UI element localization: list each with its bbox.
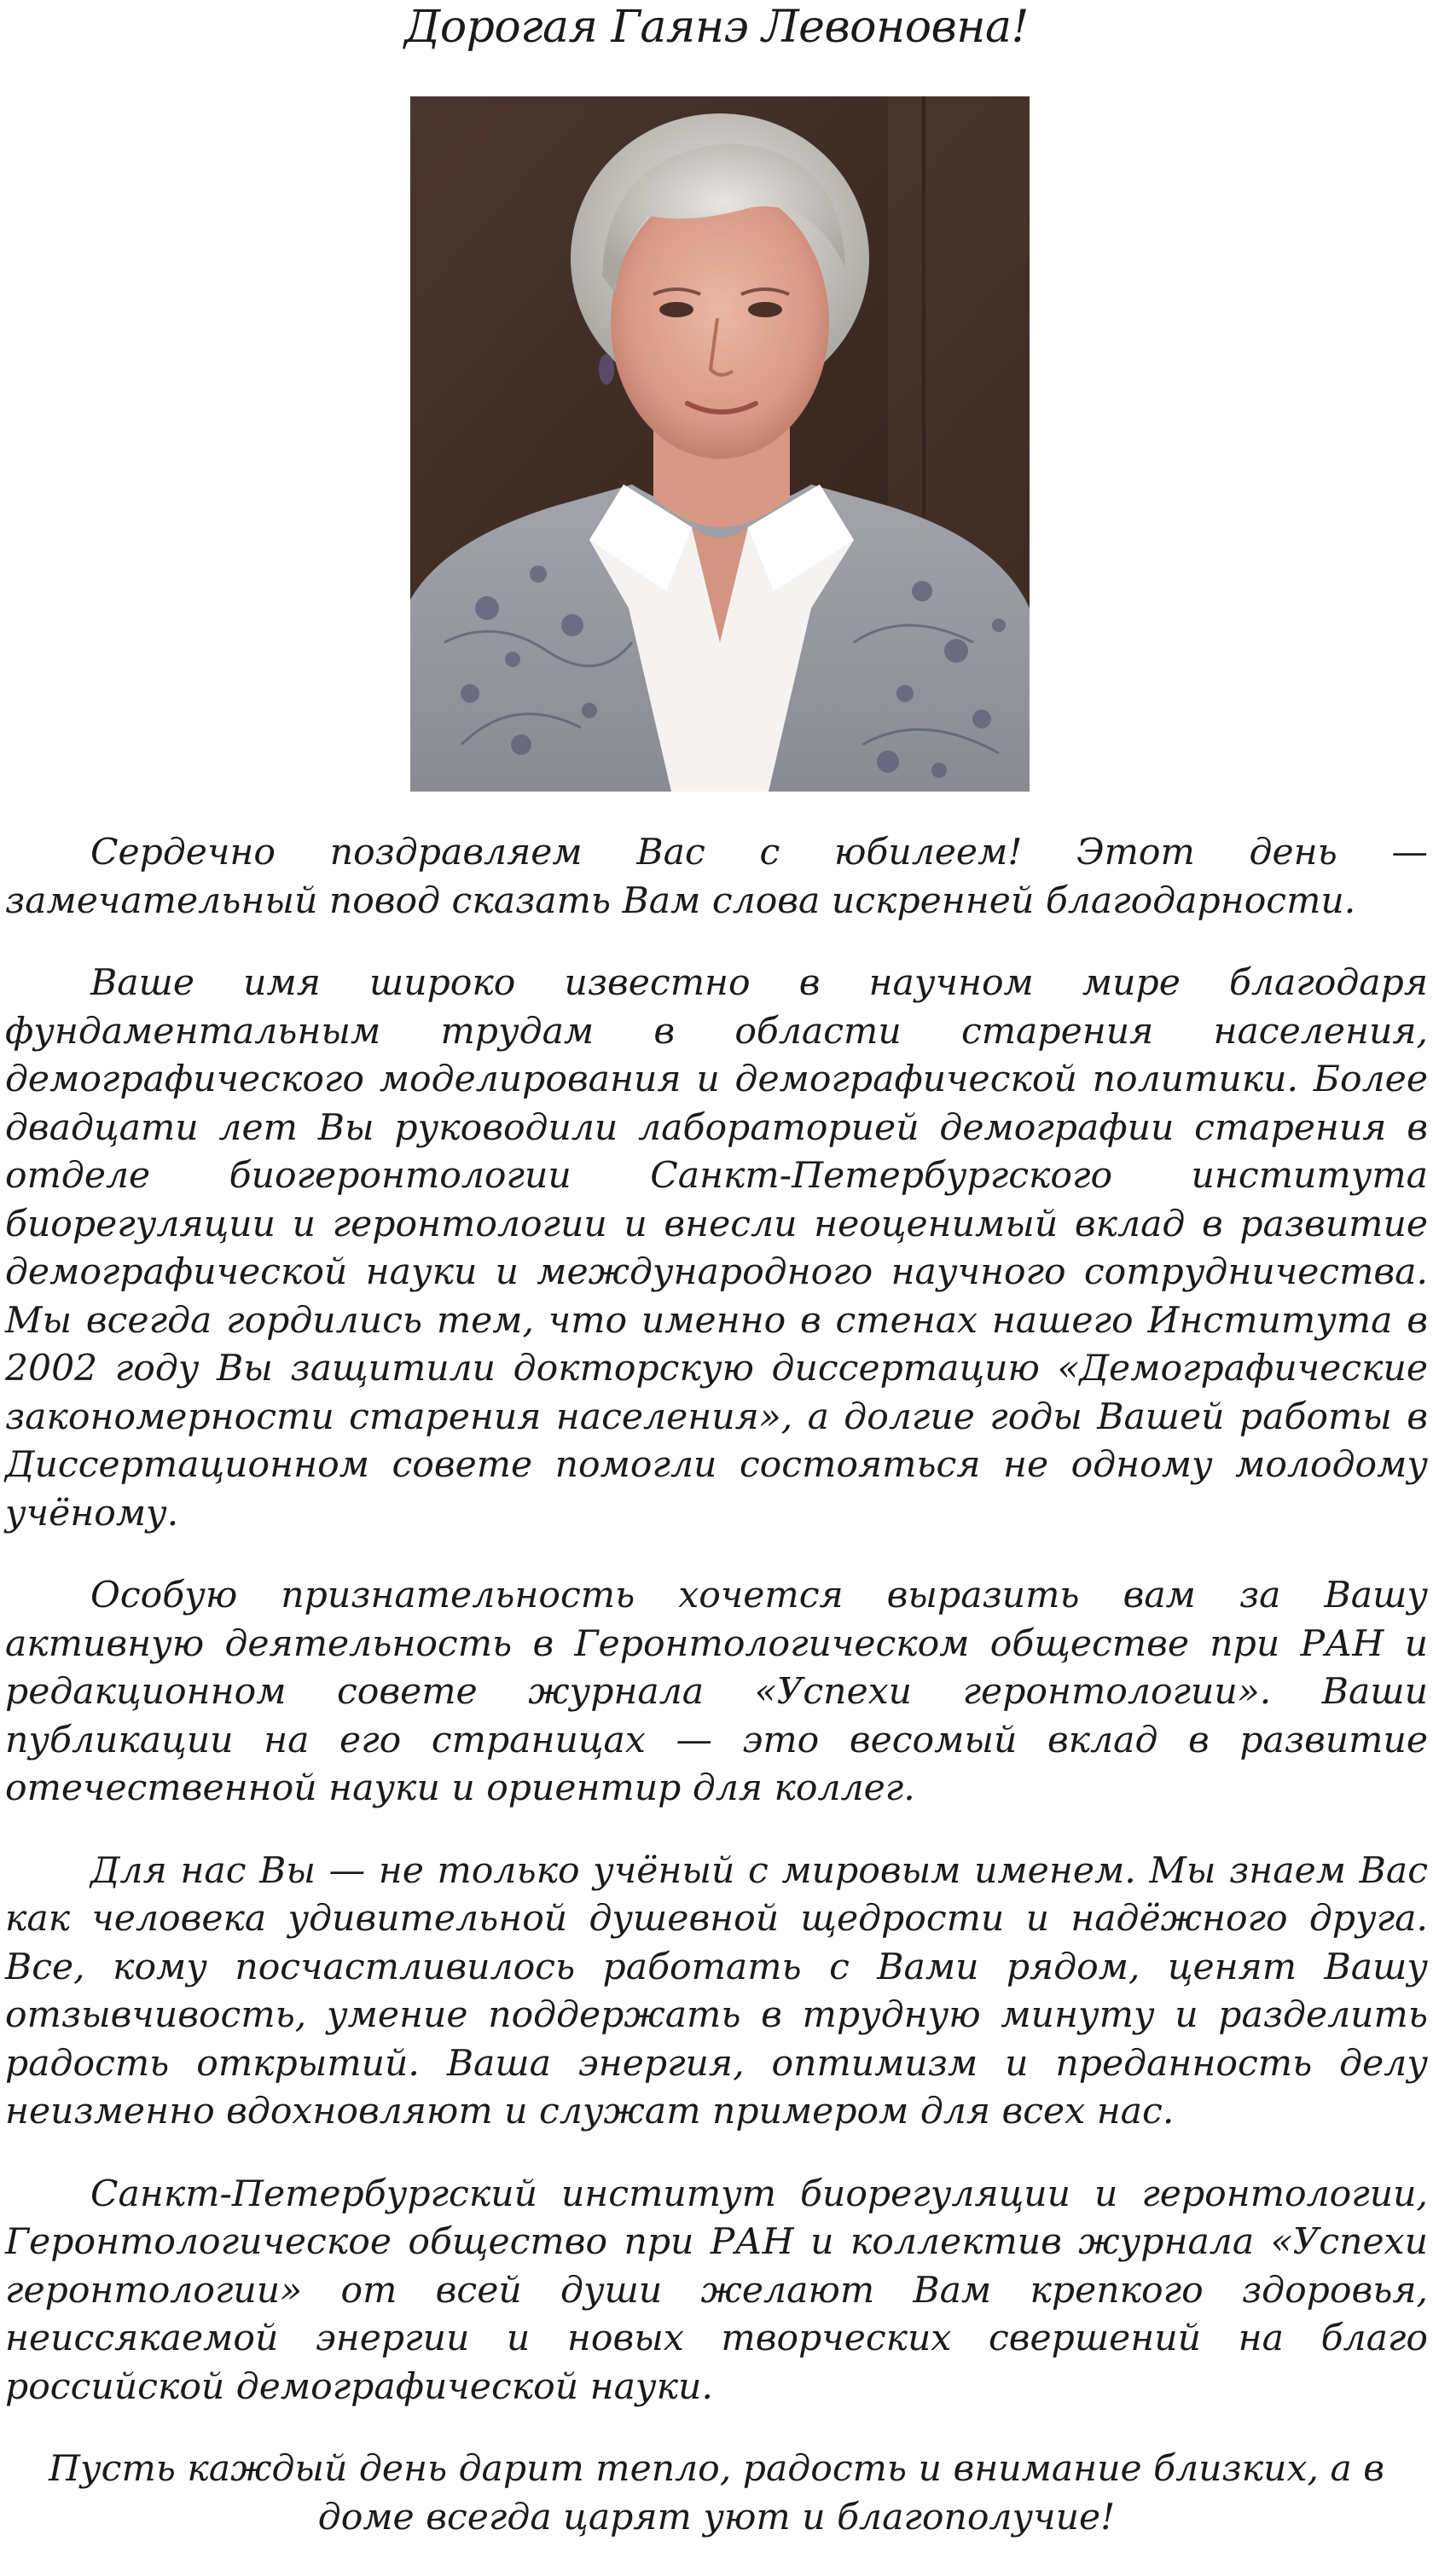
paragraph-wishes: Санкт-Петербургский институт биорегуляции и геронтологии, Геронтологическое общество при РАН и коллектив журнала «Успехи геронтологии» от всей души желают Вам крепкого здоровья, неиссякаемой энергии и новых творческих свершений на благо российской демографической науки. [5, 2173, 1428, 2408]
portrait-photo [410, 96, 1030, 792]
closing-wish: Пусть каждый день дарит тепло, радость и внимание близких, а в доме всегда царят уют и благополучие! [48, 2448, 1385, 2538]
paragraph-scientific-work: Ваше имя широко известно в научном мире благодаря фундаментальным трудам в области старения населения, демографического моделирования и демографической политики. Более двадцати лет Вы руководили лабораторией демографии старения в отделе биогеронтологии Санкт-Петербургского института биорегуляции и геронтологии и внесли неоценимый вклад в развитие демографической науки и международного научного сотрудничества. Мы всегда гордились тем, что именно в стенах нашего Института в 2002 году Вы защитили докторскую диссертацию «Демографические закономерности старения населения», а долгие годы Вашей работы в Диссертационном совете помогли состояться не одному молодому учёному. [5, 962, 1428, 1535]
paragraph-personal-qualities: Для нас Вы — не только учёный с мировым именем. Мы знаем Вас как человека удивительной душевной щедрости и надёжного друга. Все, кому посчастливилось работать с Вами рядом, ценят Вашу отзывчивость, умение поддержать в трудную минуту и разделить радость открытий. Ваша энергия, оптимизм и преданность делу неизменно вдохновляют и служат примером для всех нас. [5, 1849, 1428, 2132]
letter-title: Дорогая Гаянэ Левоновна! [404, 2, 1029, 53]
portrait-photo-icon [410, 96, 1030, 792]
letter-body [5, 829, 1428, 2576]
paragraph-gerontological-society: Особую признательность хочется выразить вам за Вашу активную деятельность в Геронтологическом обществе при РАН и редакционном совете журнала «Успехи геронтологии». Ваши публикации на его страницах — это весомый вклад в развитие отечественной науки и ориентир для коллег. [5, 1575, 1428, 1809]
paragraph-congratulations: Сердечно поздравляем Вас с юбилеем! Этот день — замечательный повод сказать Вам слова искренней благодарности. [5, 832, 1428, 922]
